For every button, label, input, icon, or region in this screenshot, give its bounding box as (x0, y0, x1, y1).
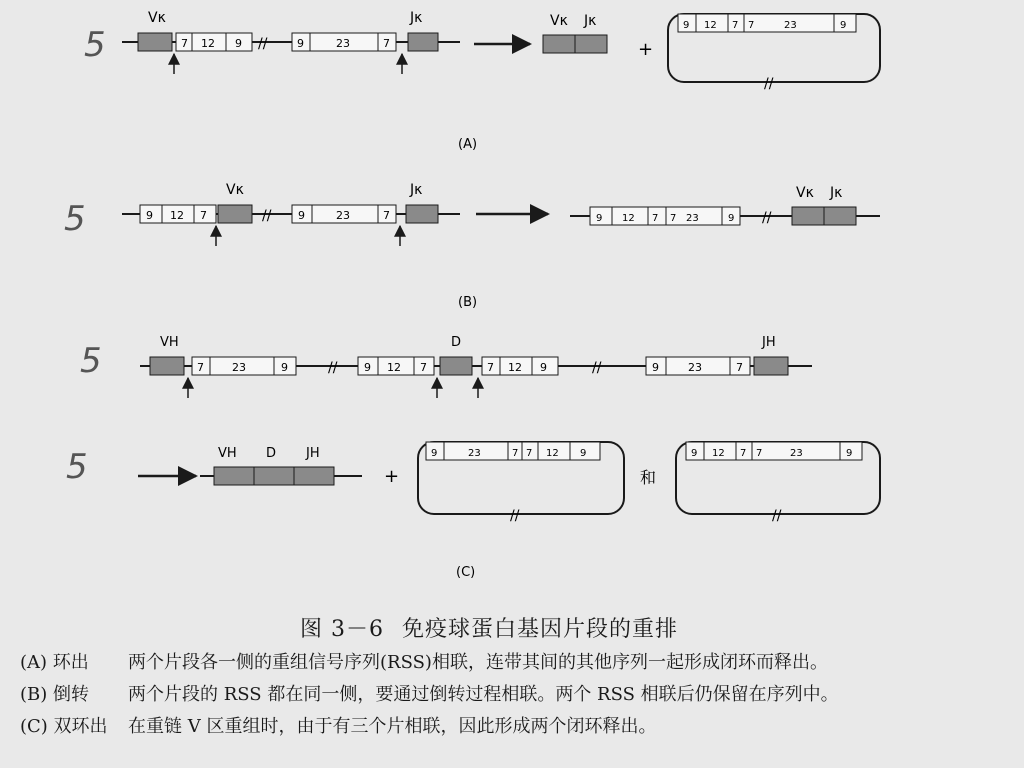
rss-23: 23 (336, 209, 350, 222)
caption-line-c (20, 712, 656, 738)
rss-9: 9 (683, 20, 690, 31)
rss-12: 12 (508, 361, 522, 374)
rss-9: 9 (298, 209, 305, 222)
rss-12: 12 (201, 37, 215, 50)
jk-label: Jκ (584, 13, 597, 29)
vh-label: VH (160, 335, 179, 350)
rss-7: 7 (736, 361, 743, 374)
vk-segment (543, 35, 575, 53)
rss-12: 12 (622, 213, 635, 224)
caption-tag: (C) 双环出 (20, 716, 108, 737)
rss-9: 9 (652, 361, 659, 374)
d-segment (254, 467, 294, 485)
rss-12: 12 (170, 209, 184, 222)
rss-7: 7 (383, 209, 390, 222)
panel-b (122, 182, 880, 310)
vh-segment (214, 467, 254, 485)
break-mark: // (510, 508, 520, 524)
rss-7: 7 (652, 213, 659, 224)
jk-segment (408, 33, 438, 51)
break-mark: // (258, 36, 268, 52)
d-label: D (266, 446, 277, 461)
rss-9: 9 (596, 213, 603, 224)
caption-text: 在重链 V 区重组时，由于有三个片相联，因此形成两个闭环释出。 (128, 716, 657, 737)
rss-7: 7 (487, 361, 494, 374)
caption-tag: (A) 环出 (20, 652, 89, 673)
caption-line-b (20, 680, 839, 706)
rss-9: 9 (580, 448, 587, 459)
rss-7: 7 (181, 37, 188, 50)
rss-12: 12 (712, 448, 725, 459)
rss-9: 9 (728, 213, 735, 224)
rss-9: 9 (281, 361, 288, 374)
rss-23: 23 (468, 448, 481, 459)
rss-23: 23 (686, 213, 699, 224)
caption-text: 两个片段各一侧的重组信号序列(RSS)相联，连带其间的其他序列一起形成闭环而释出。 (128, 652, 828, 673)
jk-segment (824, 207, 856, 225)
vk-segment (138, 33, 172, 51)
figure-title-text: 免疫球蛋白基因片段的重排 (402, 617, 679, 642)
break-mark: // (262, 208, 272, 224)
vk-label: Vκ (148, 10, 166, 26)
rss-23: 23 (784, 20, 797, 31)
rss-9: 9 (297, 37, 304, 50)
rss-12: 12 (387, 361, 401, 374)
handwritten-mark: 5 (84, 25, 106, 65)
caption-line-a (20, 648, 828, 674)
rss-9: 9 (540, 361, 547, 374)
vk-segment (792, 207, 824, 225)
plus-sign: + (638, 39, 654, 60)
rss-23: 23 (790, 448, 803, 459)
jh-label: JH (306, 446, 320, 461)
vk-label: Vκ (550, 13, 568, 29)
panel-label-a: (A) (458, 137, 478, 152)
rss-23: 23 (336, 37, 350, 50)
vk-label: Vκ (796, 185, 814, 201)
rss-7: 7 (512, 448, 519, 459)
caption-area (0, 600, 1024, 768)
vh-segment (150, 357, 184, 375)
caption-text: 两个片段的 RSS 都在同一侧，要通过倒转过程相联。两个 RSS 相联后仍保留在序列中。 (128, 684, 839, 705)
jk-segment (575, 35, 607, 53)
rss-7: 7 (420, 361, 427, 374)
rss-12: 12 (704, 20, 717, 31)
jk-label: Jκ (410, 182, 423, 198)
vh-label: VH (218, 446, 237, 461)
rss-9: 9 (364, 361, 371, 374)
rss-7: 7 (200, 209, 207, 222)
rss-7: 7 (748, 20, 755, 31)
panel-label-b: (B) (458, 295, 478, 310)
break-mark: // (764, 76, 774, 92)
jh-segment (754, 357, 788, 375)
panel-label-c: (C) (456, 565, 476, 580)
and-word: 和 (640, 468, 657, 487)
rss-9: 9 (146, 209, 153, 222)
rss-7: 7 (756, 448, 763, 459)
rss-7: 7 (670, 213, 677, 224)
rss-7: 7 (383, 37, 390, 50)
rss-9: 9 (846, 448, 853, 459)
rss-12: 12 (546, 448, 559, 459)
rss-7: 7 (740, 448, 747, 459)
jk-label: Jκ (830, 185, 843, 201)
rss-9: 9 (840, 20, 847, 31)
jh-label: JH (762, 335, 776, 350)
rss-9: 9 (431, 448, 438, 459)
rss-7: 7 (732, 20, 739, 31)
vk-label: Vκ (226, 182, 244, 198)
caption-tag: (B) 倒转 (20, 684, 89, 705)
handwritten-mark: 5 (64, 199, 86, 239)
jh-segment (294, 467, 334, 485)
jk-segment (406, 205, 438, 223)
break-mark: // (772, 508, 782, 524)
jk-label: Jκ (410, 10, 423, 26)
d-segment (440, 357, 472, 375)
panel-c (138, 335, 880, 580)
panel-a (122, 10, 880, 152)
break-mark: // (762, 210, 772, 226)
figure-number: 图 3－6 (300, 617, 384, 642)
handwritten-mark: 5 (80, 341, 102, 381)
handwritten-mark: 5 (66, 447, 88, 487)
figure-title (300, 612, 678, 643)
vk-segment (218, 205, 252, 223)
d-label: D (451, 335, 462, 350)
rss-23: 23 (232, 361, 246, 374)
rss-9: 9 (235, 37, 242, 50)
rss-23: 23 (688, 361, 702, 374)
rss-7: 7 (526, 448, 533, 459)
break-mark: // (328, 360, 338, 376)
plus-sign: + (384, 466, 400, 487)
rss-9: 9 (691, 448, 698, 459)
break-mark: // (592, 360, 602, 376)
rss-7: 7 (197, 361, 204, 374)
